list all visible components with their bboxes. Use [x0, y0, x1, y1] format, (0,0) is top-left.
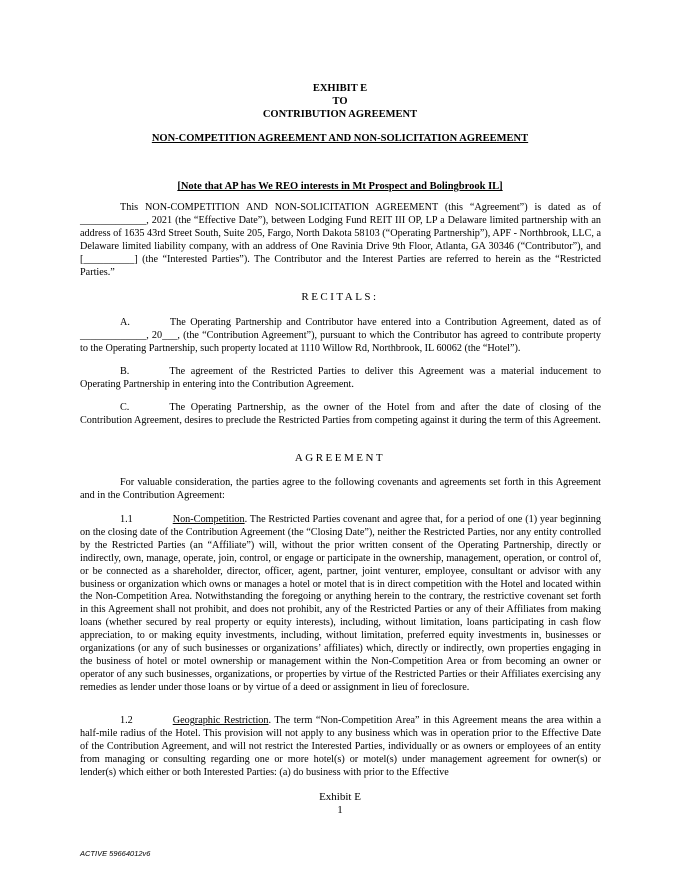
recital-a — [80, 317, 601, 356]
recital-c-label: C. — [120, 402, 130, 413]
section-1-1 — [80, 514, 601, 695]
document-title: NON-COMPETITION AGREEMENT AND NON-SOLICITATION AGREEMENT — [151, 133, 529, 144]
exhibit-subtitle: CONTRIBUTION AGREEMENT — [262, 109, 418, 120]
section-1-1-number: 1.1 — [120, 514, 133, 525]
section-1-2-title: Geographic Restriction — [172, 715, 269, 726]
exhibit-label: EXHIBIT E — [312, 83, 368, 94]
intro-text: This NON-COMPETITION AND NON-SOLICITATION AGREEMENT (this “Agreement”) is dated as of _____________, 2021 (the “Effective Date”), between Lodging Fund REIT III OP, LP a Delaware limited partnership with an address of 1635 43rd Street South, Suite 205, Fargo, North Dakota 58103 (“Operating Partnership”), APF - Northbrook, LLC, a Delaware limited liability company, with an address of One Ravinia Drive 9th Floor, Atlanta, GA 30346 (“Contributor”), and [__________] (the “Interested Parties”). The Contributor and the Interest Parties are referred to herein as the “Restricted Parties.” — [80, 202, 601, 278]
section-1-2 — [80, 715, 601, 780]
recitals-heading: RECITALS: — [301, 291, 379, 303]
intro-paragraph — [80, 202, 601, 279]
drafting-note-wrap — [0, 180, 680, 193]
drafting-note: [Note that AP has We REO interests in Mt Prospect and Bolingbrook IL] — [177, 181, 503, 192]
section-1-1-title: Non-Competition — [172, 514, 245, 525]
page-number: 1 — [337, 804, 343, 816]
document-title-wrap — [0, 132, 680, 145]
agreement-heading: AGREEMENT — [294, 452, 386, 464]
section-1-1-text: . The Restricted Parties covenant and agree that, for a period of one (1) year beginning on the closing date of the Contribution Agreement (the “Closing Date”), neither the Restricted Parties, nor any entity controlled by the Restricted Parties (an “Affiliate”) will, without the prior written consent of the Operating Partnership, directly or indirectly, own, manage, operate, join, control, or engage or participate in the ownership, management, operation, or control of, or be connected as a shareholder, director, officer, agent, partner, joint venturer, employee, consultant or advisor with any business or organization which owns or manages a hotel or motel that is in direct competition with the Hotel and located within the Non-Competition Area. Notwithstanding the foregoing or anything herein to the contrary, the restrictive covenant set forth in this Agreement shall not prohibit, and does not prohibit, any of the Restricted Parties or any of their Affiliates from making loans (whether secured by real property or equity interests), including, without limitation, loans participating in cash flow appreciation, to or making equity investments, including, without limitation, preferred equity investments in, businesses or organizations (or any of such businesses or organizations’ affiliates) which, directly or indirectly, own properties engaging in the business of hotel or motel ownership or management within the Non-Competition Area or from becoming an owner or operator of any such businesses, organizations, or properties by virtue of the Restricted Parties or their Affiliates exercising any remedies as lender under those loans or by virtue of a deed or assignment in lieu of foreclosure. — [80, 514, 601, 693]
recital-a-label: A. — [120, 317, 130, 328]
section-1-2-number: 1.2 — [120, 715, 133, 726]
agreement-intro-text: For valuable consideration, the parties agree to the following covenants and agreements set forth in this Agreement and in the Contribution Agreement: — [80, 477, 601, 501]
recital-a-text: The Operating Partnership and Contributor have entered into a Contribution Agreement, dated as of _____________, 20___, (the “Contribution Agreement”), pursuant to which the Contributor has agreed to contribute property to the Operating Partnership, such property located at 1110 Willow Rd, Northbrook, IL 60062 (the “Hotel”). — [80, 317, 601, 354]
recital-b-label: B. — [120, 366, 130, 377]
exhibit-to: TO — [332, 96, 348, 107]
recital-c — [80, 402, 601, 428]
section-1-2-text: . The term “Non-Competition Area” in this Agreement means the area within a half-mile radius of the Hotel. This provision will not apply to any business which was in operation prior to the Effective Date of the Contribution Agreement, and will not restrict the Interested Parties, individually or as owners or employees of an entity from managing or consulting regarding one or more hotel(s) or motel(s) under management agreement for owner(s) or lender(s) which either or both Interested Parties: (a) do business with prior to the Effective — [80, 715, 601, 778]
recital-c-text: The Operating Partnership, as the owner of the Hotel from and after the date of closing of the Contribution Agreement, desires to preclude the Restricted Parties from competing against it during the term of this Agreement. — [80, 402, 601, 426]
recital-b-text: The agreement of the Restricted Parties to deliver this Agreement was a material inducement to Operating Partnership in entering into the Contribution Agreement. — [80, 366, 601, 390]
recital-b — [80, 366, 601, 392]
agreement-intro — [80, 477, 601, 503]
footer-exhibit: Exhibit E — [319, 791, 361, 803]
document-id: ACTIVE 59664012v6 — [80, 849, 151, 858]
